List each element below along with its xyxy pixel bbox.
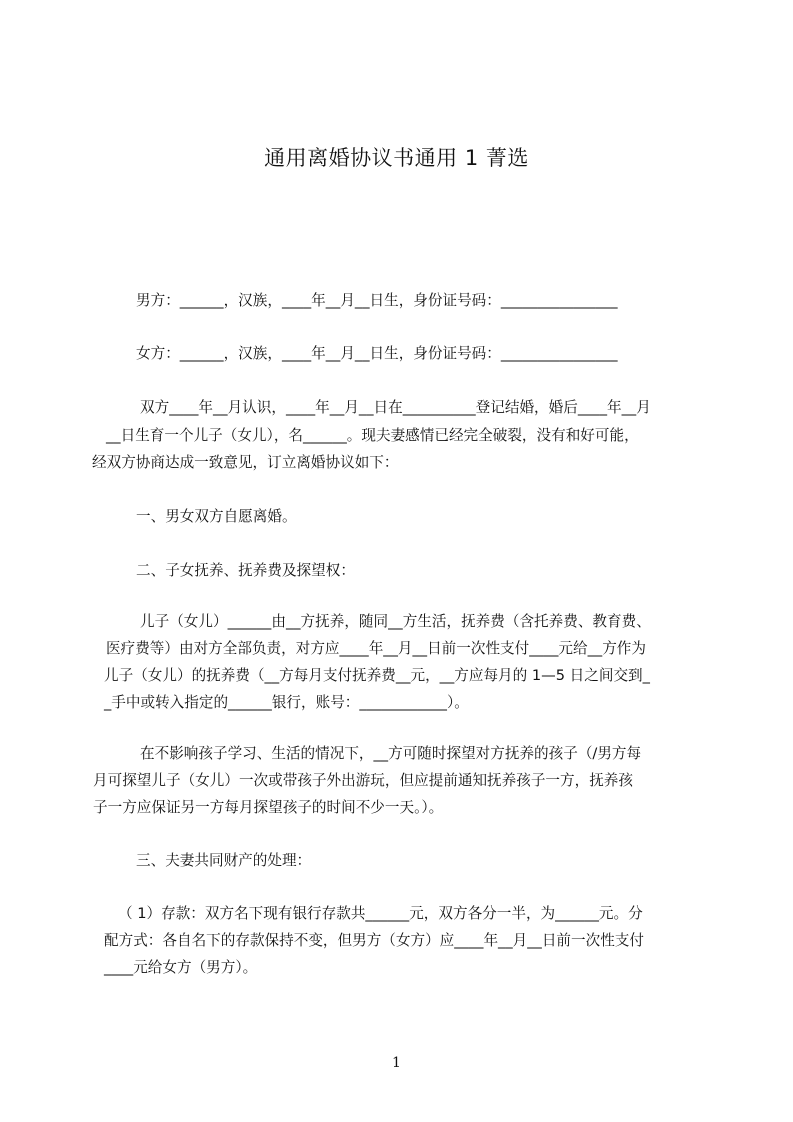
section-1-heading: 一、男女双方自愿离婚。 — [136, 508, 297, 525]
section-2-heading: 二、子女抚养、抚养费及探望权： — [136, 562, 355, 579]
document-title: 通用离婚协议书通用 1 菁选 — [264, 146, 529, 170]
intro-line-3: 经双方协商达成一致意见，订立离婚协议如下： — [92, 454, 399, 471]
visitation-line-2: 月可探望儿子（女儿）一次或带孩子外出游玩，但应提前通知抚养孩子一方，抚养孩 — [93, 772, 633, 789]
deposit-line-3: ____元给女方（男方）。 — [104, 959, 258, 976]
deposit-line-1: （ 1）存款：双方名下现有银行存款共______元，双方各分一半，为______元。分 — [118, 905, 643, 922]
custody-line-3: 儿子（女儿）的抚养费（__方每月支付抚养费__元，__方应每月的 1—5 日之间交到_ — [104, 667, 650, 684]
intro-line-1: 双方____年__月认识，____年__月__日在__________登记结婚，婚后____年__月 — [140, 399, 651, 416]
page-number: 1 — [392, 1055, 401, 1071]
visitation-line-1: 在不影响孩子学习、生活的情况下，__方可随时探望对方抚养的孩子（/男方每 — [140, 745, 642, 762]
man-info-line: 男方：______，汉族，____年__月__日生，身份证号码：________________ — [136, 292, 618, 309]
section-3-heading: 三、夫妻共同财产的处理： — [136, 852, 312, 869]
deposit-line-2: 配方式：各自名下的存款保持不变，但男方（女方）应____年__月__日前一次性支付 — [104, 932, 644, 949]
custody-line-1: 儿子（女儿）______由__方抚养，随同__方生活，抚养费（含托养费、教育费、 — [140, 613, 651, 630]
custody-line-2: 医疗费等）由对方全部负责，对方应____年__月__日前一次性支付____元给__方作为 — [106, 640, 646, 657]
custody-line-4: _手中或转入指定的______银行，账号：____________）。 — [104, 694, 469, 711]
woman-info-line: 女方：______，汉族，____年__月__日生，身份证号码：________________ — [136, 345, 618, 362]
visitation-line-3: 子一方应保证另一方每月探望孩子的时间不少一天。）。 — [93, 799, 444, 816]
intro-line-2: __日生育一个儿子（女儿），名______。现夫妻感情已经完全破裂，没有和好可能， — [106, 427, 639, 444]
